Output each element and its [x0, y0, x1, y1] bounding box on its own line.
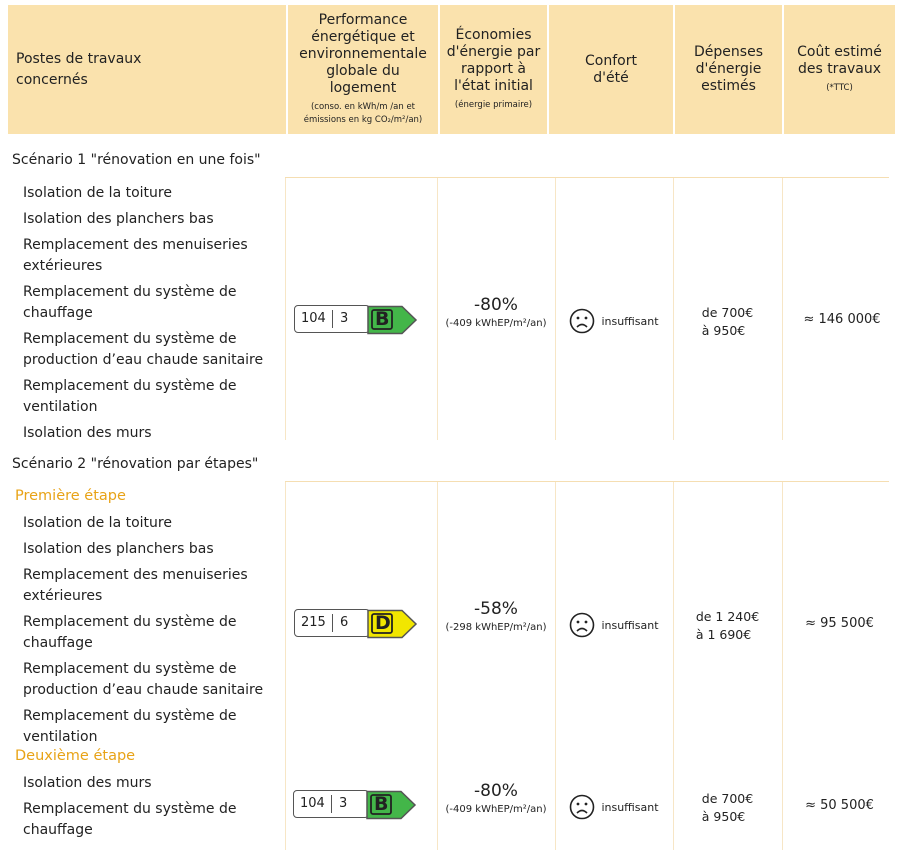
- conso-value: 104: [300, 796, 325, 811]
- dpe-badge: [294, 609, 418, 641]
- sad-face-icon: [569, 794, 595, 820]
- savings-percent: -80%: [474, 295, 518, 315]
- cout-value: ≈ 146 000€: [803, 312, 881, 327]
- depense-cell: [673, 790, 782, 826]
- savings-detail: (-409 kWhEP/m²/an): [445, 318, 547, 329]
- savings-detail: (-409 kWhEP/m²/an): [445, 804, 547, 815]
- divider: [782, 178, 783, 440]
- scenario1-title: Scénario 1 "rénovation en une fois": [12, 152, 261, 168]
- savings-percent: -80%: [474, 781, 518, 801]
- dpe-letter: D: [375, 612, 391, 634]
- dpe-badge: [294, 305, 418, 337]
- depense-line2: à 1 690€: [695, 627, 752, 642]
- ges-value: 6: [340, 615, 349, 630]
- header-confort-label: Confort d'été: [585, 52, 637, 86]
- scenario2-title: Scénario 2 "rénovation par étapes": [12, 456, 259, 472]
- divider: [285, 178, 286, 440]
- list-item: Isolation des murs: [23, 775, 152, 791]
- cout-cell: [782, 616, 897, 631]
- comfort-label: insuffisant: [601, 314, 659, 328]
- list-item: Isolation de la toiture: [23, 185, 172, 201]
- list-item: Remplacement du système de chauffage: [23, 614, 237, 651]
- step1-title: Première étape: [15, 488, 126, 504]
- sad-face-icon: [569, 308, 595, 334]
- savings-cell: [437, 295, 555, 329]
- step2-works-list: [23, 773, 285, 846]
- step1-works-list: [23, 513, 285, 753]
- list-item: Remplacement du système de ventilation: [23, 378, 237, 415]
- depense-line1: de 1 240€: [695, 609, 760, 624]
- header-cout-sub: (*TTC): [826, 83, 853, 93]
- header-economies: [440, 5, 547, 134]
- header-cout: [784, 5, 895, 134]
- header-postes: [8, 5, 286, 134]
- comfort-label: insuffisant: [601, 618, 659, 632]
- conso-value: 104: [301, 311, 326, 326]
- header-performance: [288, 5, 438, 134]
- list-item: Remplacement du système de chauffage: [23, 284, 237, 321]
- depense-line2: à 950€: [701, 809, 746, 824]
- comfort-cell: [555, 612, 673, 638]
- ges-value: 3: [340, 311, 349, 326]
- dpe-letter: B: [375, 308, 390, 330]
- list-item: Remplacement du système de ventilation: [23, 708, 237, 745]
- header-depenses-label: Dépenses d'énergie estimés: [694, 44, 763, 94]
- list-item: Remplacement des menuiseries extérieures: [23, 567, 248, 604]
- divider: [285, 481, 889, 482]
- header-depenses: [675, 5, 782, 134]
- cout-cell: [782, 312, 902, 327]
- savings-cell: [437, 781, 555, 815]
- depense-cell: [673, 608, 782, 644]
- divider: [285, 482, 286, 850]
- header-cout-label: Coût estimé des travaux: [797, 44, 882, 77]
- scenario1-works-list: [23, 183, 285, 449]
- depense-line1: de 700€: [701, 305, 754, 320]
- cout-value: ≈ 95 500€: [805, 616, 874, 631]
- list-item: Remplacement du système de production d’eau chaude sanitaire: [23, 331, 264, 368]
- header-performance-sub: (conso. en kWh/m /an et émissions en kg CO₂/m²/an): [303, 102, 423, 125]
- depense-line1: de 700€: [701, 791, 754, 806]
- list-item: Isolation des murs: [23, 425, 152, 441]
- conso-value: 215: [301, 615, 326, 630]
- depense-line2: à 950€: [701, 323, 746, 338]
- header-postes-label: Postes de travaux concernés: [16, 50, 142, 88]
- dpe-letter: B: [374, 793, 389, 815]
- depense-cell: [673, 304, 782, 340]
- ges-value: 3: [339, 796, 348, 811]
- sad-face-icon: [569, 612, 595, 638]
- cout-value: ≈ 50 500€: [805, 798, 874, 813]
- list-item: Isolation des planchers bas: [23, 211, 214, 227]
- list-item: Remplacement du système de chauffage: [23, 801, 237, 838]
- header-economies-sub: (énergie primaire): [454, 100, 533, 110]
- header-confort: [549, 5, 673, 134]
- savings-cell: [437, 599, 555, 633]
- list-item: Isolation de la toiture: [23, 515, 172, 531]
- dpe-badge: [293, 790, 417, 822]
- header-performance-label: Performance énergétique et environnementale globale du logement: [299, 12, 427, 96]
- comfort-cell: [555, 794, 673, 820]
- savings-percent: -58%: [474, 599, 518, 619]
- step2-title: Deuxième étape: [15, 748, 136, 764]
- list-item: Remplacement des menuiseries extérieures: [23, 237, 248, 274]
- list-item: Isolation des planchers bas: [23, 541, 214, 557]
- divider: [782, 482, 783, 850]
- list-item: Remplacement du système de production d’eau chaude sanitaire: [23, 661, 264, 698]
- comfort-label: insuffisant: [601, 800, 659, 814]
- cout-cell: [782, 798, 897, 813]
- savings-detail: (-298 kWhEP/m²/an): [445, 622, 547, 633]
- table-header: [8, 5, 895, 134]
- divider: [285, 177, 889, 178]
- comfort-cell: [555, 308, 673, 334]
- header-economies-label: Économies d'énergie par rapport à l'état initial: [446, 27, 541, 94]
